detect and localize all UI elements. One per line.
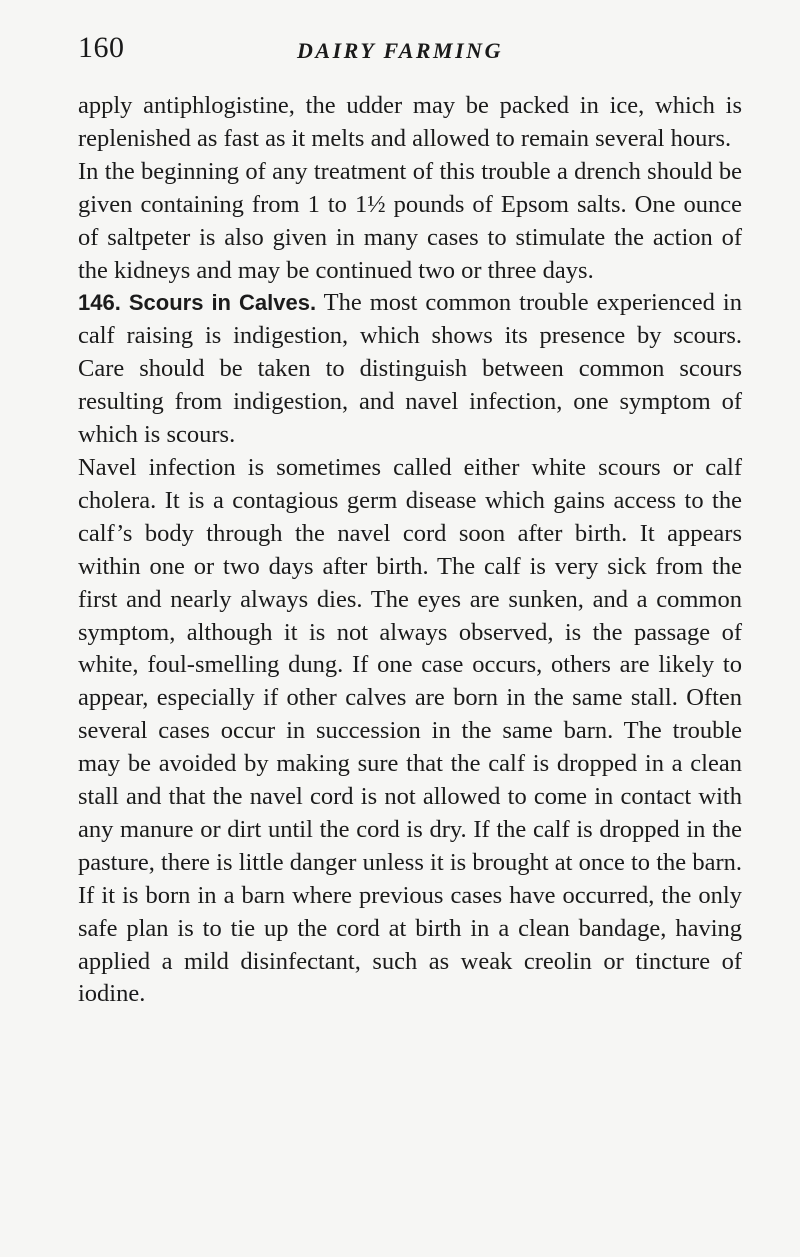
section-text: The most common trouble experienced in calf raising is indigestion, which shows its presence by scours. Care should be taken to distinguish between common scours resulting from indigestion, and navel infection, one symptom of which is scours. [78, 289, 742, 449]
paragraph-drench-treatment: In the beginning of any treatment of this trouble a drench should be given containing from 1 to 1½ pounds of Epsom salts. One ounce of saltpeter is also given in many cases to stimulate the action of the kidneys and may be continued two or three days. [78, 157, 742, 284]
section-title: Scours in Calves. [128, 290, 317, 316]
body-text [78, 90, 742, 1011]
paragraph-continuation: apply antiphlogistine, the udder may be packed in ice, which is replenished as fast as it melts and allowed to remain several hours. [78, 92, 742, 152]
page-header [78, 28, 722, 72]
page-number: 160 [78, 31, 125, 64]
paragraph-navel-infection: Navel infection is sometimes called either white scours or calf cholera. It is a contagious germ disease which gains access to the calf’s body through the navel cord soon after birth. It appears within one or two days after birth. The calf is very sick from the first and nearly always dies. The eyes are sunken, and a common symptom, although it is not always observed, is the passage of white, foul-smelling dung. If one case occurs, others are likely to appear, especially if other calves are born in the same stall. Often several cases occur in succession in the same barn. The trouble may be avoided by making sure that the calf is dropped in a clean stall and that the navel cord is not allowed to come in contact with any manure or dirt until the cord is dry. If the calf is dropped in the pasture, there is little danger unless it is brought at once to the barn. If it is born in a barn where previous cases have occurred, the only safe plan is to tie up the cord at birth in a clean bandage, having applied a mild disinfectant, such as weak creolin or tincture of iodine. [78, 453, 742, 1008]
section-number: 146. [78, 290, 121, 316]
running-head: DAIRY FARMING [297, 38, 503, 63]
paragraph-scours-in-calves [78, 287, 742, 452]
